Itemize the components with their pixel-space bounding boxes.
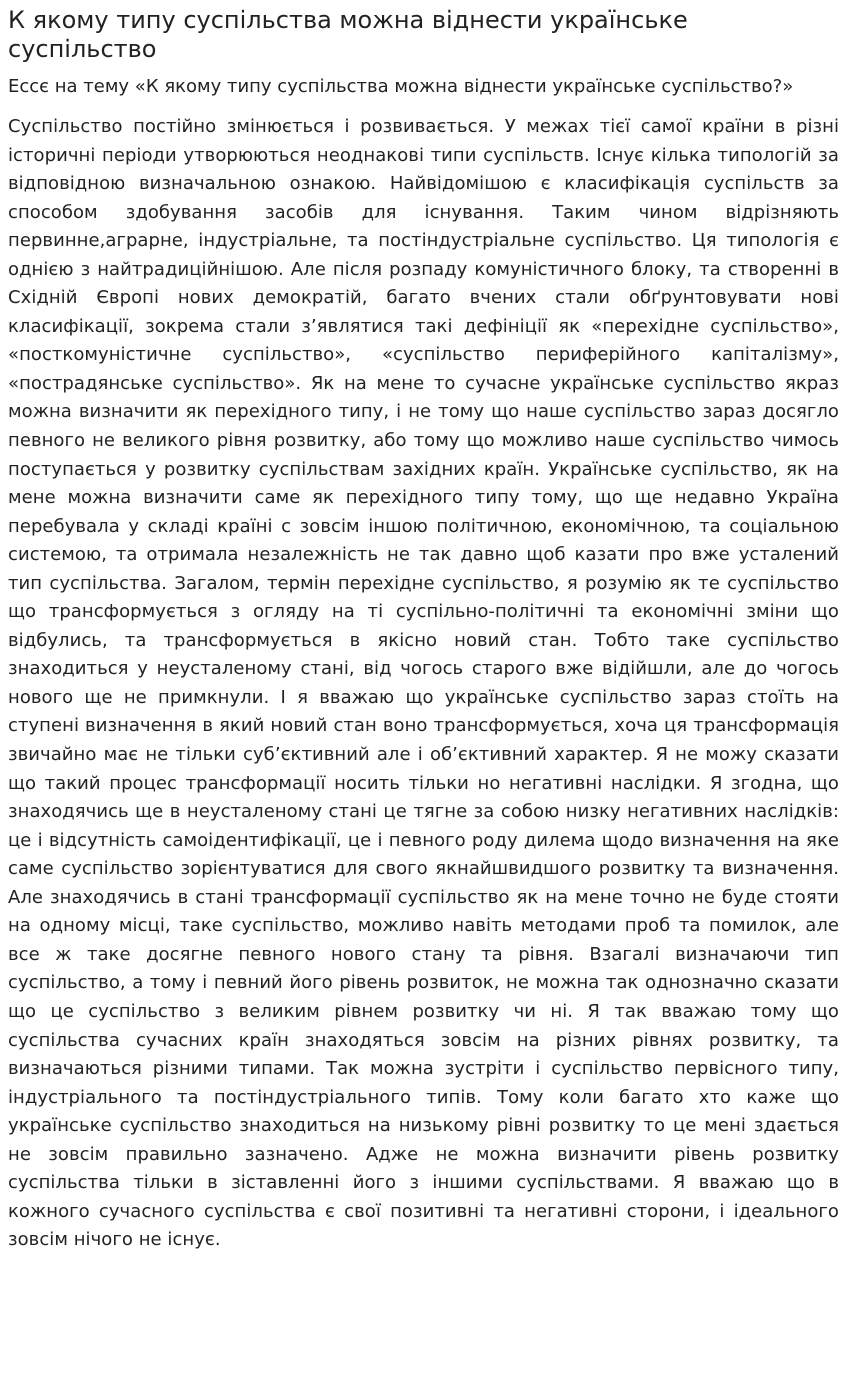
page-title: К якому типу суспільства можна віднести українське суспільство (8, 6, 688, 63)
essay-body: Суспільство постійно змінюється і розвивається. У межах тієї самої країни в різні історичні періоди утворюються неоднакові типи суспільств. Існує кілька типологій за відповідною визначальною ознакою. Найвідомішою є класифікація суспільств за способом здобування засобів для існування. Таким чином відрізняють первинне,аграрне, індустріальне, та постіндустріальне суспільство. Ця типологія є однією з найтрадиційнішою. Але після розпаду комуністичного блоку, та створенні в Східній Європі нових демократій, багато вчених стали обґрунтовувати нові класифікації, зокрема стали з’являтися такі дефініції як «перехідне суспільство», «посткомуністичне суспільство», «суспільство периферійного капіталізму», «пострадянське суспільство». Як на мене то сучасне українське суспільство якраз можна визначити як перехідного типу, і не тому що наше суспільство зараз досягло певного не великого рівня розвитку, або тому що можливо наше суспільство чимось поступається у розвитку суспільствам західних країн. Українське суспільство, як на мене можна визначити саме як перехідного типу тому, що ще недавно Україна перебувала у складі країні с зовсім іншою політичною, економічною, та соціальною системою, та отримала незалежність не так давно щоб казати про вже усталений тип суспільства. Загалом, термін перехідне суспільство, я розумію як те суспільство що трансформується з огляду на ті суспільно-політичні та економічні зміни що відбулись, та трансформується в якісно новий стан. Тобто таке суспільство знаходиться у неусталеному стані, від чогось старого вже відійшли, але до чогось нового ще не примкнули. І я вважаю що українське суспільство зараз стоїть на ступені визначення в який новий стан воно трансформується, хоча ця трансформація звичайно має не тільки суб’єктивний але і об’єктивний характер. Я не можу сказати що такий процес трансформації носить тільки но негативні наслідки. Я згодна, що знаходячись ще в неусталеному стані це тягне за собою низку негативних наслідків: це і відсутність самоідентифікації, це і певного роду дилема щодо визначення на яке саме суспільство зорієнтуватися для свого якнайшвидшого розвитку та визначення. Але знаходячись в стані трансформації суспільство як на мене точно не буде стояти на одному місці, таке суспільство, можливо навіть методами проб та помилок, але все ж таке досягне певного нового стану та рівня. Взагалі визначаючи тип суспільство, а тому і певний його рівень розвиток, не можна так однозначно сказати що це суспільство з великим рівнем розвитку чи ні. Я так вважаю тому що суспільства сучасних країн знаходяться зовсім на різних рівнях розвитку, та визначаються різними типами. Так можна зустріти і суспільство первісного типу, індустріального та постіндустріального типів. Тому коли багато хто каже що українське суспільство знаходиться на низькому рівні розвитку то це мені здається не зовсім правильно зазначено. Адже не можна визначити рівень розвитку суспільства тільки в зіставленні його з іншими суспільствами. Я вважаю що в кожного сучасного суспільства є свої позитивні та негативні сторони, і ідеального зовсім нічого не існує. (8, 116, 839, 1251)
essay-subtitle: Ессє на тему «К якому типу суспільства можна віднести українське суспільство?» (8, 76, 794, 97)
